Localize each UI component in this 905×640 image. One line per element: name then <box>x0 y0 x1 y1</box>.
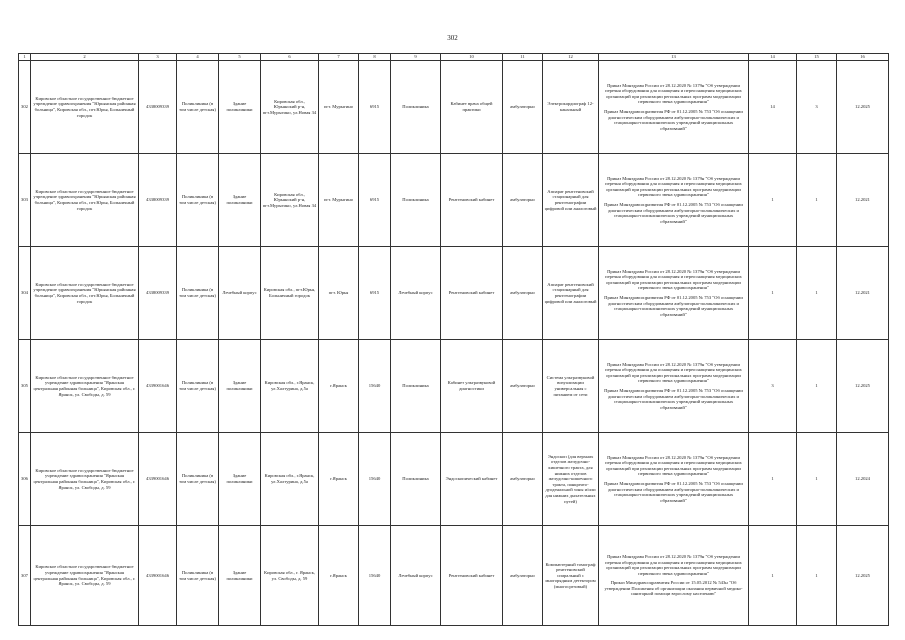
regulation-paragraph: Приказ Минздрава России от 28.12.2020 № 1379н "Об утверждении перечня оборудования для оснащения и переоснащения медицинских организаций при реализации региональных программ модернизации первичного звена здравоохранения" <box>605 553 742 576</box>
care-type-cell: Поликлиника (в том числе детская) <box>177 526 219 626</box>
building-cell: Лечебный корпус <box>219 247 261 340</box>
regulation-cell <box>599 526 749 626</box>
regulation-paragraph: Приказ Минздрава России от 28.12.2020 № 1379н "Об утверждении перечня оборудования для оснащения и переоснащения медицинских организаций при реализации региональных программ модернизации первичного звена здравоохранения" <box>605 361 742 384</box>
regulation-cell <box>599 247 749 340</box>
settlement-cell: пгт. Юрья <box>319 247 359 340</box>
department-cell: Поликлиника <box>391 433 441 526</box>
row-number: 307 <box>19 526 31 626</box>
regulation-cell <box>599 433 749 526</box>
address-cell: Кировская обл., Юрьянский р-н, пгт.Мурыгино, ул.Новая 34 <box>261 61 319 154</box>
quantity-cell: 1 <box>749 526 797 626</box>
care-type-cell: Поликлиника (в том числе детская) <box>177 433 219 526</box>
building-cell: Здание поликлиники <box>219 61 261 154</box>
regulation-cell <box>599 61 749 154</box>
address-cell: Кировская обл., г.Яранск, ул.Халтурина, д.5а <box>261 433 319 526</box>
count-cell: 3 <box>797 61 837 154</box>
address-cell: Кировская обл., г.Яранск, ул.Халтурина, д.5а <box>261 340 319 433</box>
equipment-table <box>18 53 889 626</box>
column-header: 2 <box>31 54 139 61</box>
mode-cell: амбулаторно <box>503 340 543 433</box>
mode-cell: амбулаторно <box>503 247 543 340</box>
regulation-paragraph: Приказ Минздравсоцразвития РФ от 01.12.2005 № 753 "Об оснащении диагностическим оборудованием амбулаторно-поликлинических и стационарно-поликлинических учреждений муниципальных образований" <box>604 388 743 410</box>
inn-cell: 4339001646 <box>139 433 177 526</box>
column-header: 1 <box>19 54 31 61</box>
regulation-paragraph: Приказ Минздравсоцразвития России от 15.05.2012 № 543н "Об утверждении Положения об организации оказания первичной медико-санитарной помощи взрослому населению" <box>604 580 743 597</box>
department-cell: Поликлиника <box>391 61 441 154</box>
quantity-cell: 3 <box>749 340 797 433</box>
equipment-cell: Система ультразвуковой визуализации универсальная с питанием от сети <box>543 340 599 433</box>
table-row <box>19 526 889 626</box>
department-cell: Поликлиника <box>391 154 441 247</box>
organization-cell: Кировское областное государственное бюджетное учреждение здравоохранения "Юрьянская районная больница", Кировская обл., пгт.Юрья, Больничный городок <box>31 61 139 154</box>
care-type-cell: Поликлиника (в том числе детская) <box>177 61 219 154</box>
date-cell: 12.2024 <box>837 433 889 526</box>
inn-cell: 4339001646 <box>139 340 177 433</box>
row-number: 302 <box>19 61 31 154</box>
equipment-cell: Электрокардиограф 12-канальный <box>543 61 599 154</box>
column-header: 15 <box>797 54 837 61</box>
address-cell: Кировская обл., г. Яранск, ул. Свободы, д. 59 <box>261 526 319 626</box>
equipment-cell: Аппарат рентгеновский стационарный для рентгенографии цифровой или аналоговый <box>543 154 599 247</box>
code-cell: 6915 <box>359 247 391 340</box>
date-cell: 12.2021 <box>837 154 889 247</box>
column-header: 6 <box>261 54 319 61</box>
column-header: 13 <box>599 54 749 61</box>
column-header: 16 <box>837 54 889 61</box>
equipment-cell: Компьютерный томограф рентгеновский спиральный с многорядным детектором (многосрезовый) <box>543 526 599 626</box>
regulation-paragraph: Приказ Минздравсоцразвития РФ от 01.12.2005 № 753 "Об оснащении диагностическим оборудованием амбулаторно-поликлинических и стационарно-поликлинических учреждений муниципальных образований" <box>604 109 743 131</box>
regulation-paragraph: Приказ Минздрава России от 28.12.2020 № 1379н "Об утверждении перечня оборудования для оснащения и переоснащения медицинских организаций при реализации региональных программ модернизации первичного звена здравоохранения" <box>605 454 742 477</box>
column-header: 7 <box>319 54 359 61</box>
mode-cell: амбулаторно <box>503 433 543 526</box>
date-cell: 12.2025 <box>837 526 889 626</box>
column-header: 9 <box>391 54 441 61</box>
code-cell: 6915 <box>359 154 391 247</box>
inn-cell: 4338009339 <box>139 154 177 247</box>
settlement-cell: г.Яранск <box>319 340 359 433</box>
page-number: 302 <box>447 34 458 42</box>
address-cell: Кировская обл., Юрьянский р-н, пгт.Мурыгино, ул.Новая 34 <box>261 154 319 247</box>
count-cell: 1 <box>797 340 837 433</box>
equipment-cell: Эндоскоп (для верхних отделов желудочно-кишечного тракта, для нижних отделов желудочно-кишечного тракта, панкреато-дуоденальной зоны и/или для нижних дыхательных путей) <box>543 433 599 526</box>
column-header: 5 <box>219 54 261 61</box>
regulation-cell <box>599 340 749 433</box>
organization-cell: Кировское областное государственное бюджетное учреждение здравоохранения "Юрьянская районная больница", Кировская обл., пгт.Юрья, Больничный городок <box>31 247 139 340</box>
quantity-cell: 1 <box>749 154 797 247</box>
department-cell: Лечебный корпус <box>391 526 441 626</box>
address-cell: Кировская обл., пгт.Юрья, Больничный городок <box>261 247 319 340</box>
row-number: 305 <box>19 340 31 433</box>
regulation-paragraph: Приказ Минздравсоцразвития РФ от 01.12.2005 № 753 "Об оснащении диагностическим оборудованием амбулаторно-поликлинических и стационарно-поликлинических учреждений муниципальных образований" <box>604 295 743 317</box>
column-header: 4 <box>177 54 219 61</box>
department-cell: Поликлиника <box>391 340 441 433</box>
cabinet-cell: Эндоскопический кабинет <box>441 433 503 526</box>
building-cell: Здание поликлиники <box>219 340 261 433</box>
care-type-cell: Поликлиника (в том числе детская) <box>177 154 219 247</box>
mode-cell: амбулаторно <box>503 154 543 247</box>
code-cell: 15640 <box>359 340 391 433</box>
count-cell: 1 <box>797 247 837 340</box>
header-row <box>19 54 889 61</box>
inn-cell: 4338009339 <box>139 247 177 340</box>
equipment-cell: Аппарат рентгеновский стационарный для рентгенографии цифровой или аналоговый <box>543 247 599 340</box>
regulation-paragraph: Приказ Минздравсоцразвития РФ от 01.12.2005 № 753 "Об оснащении диагностическим оборудованием амбулаторно-поликлинических и стационарно-поликлинических учреждений муниципальных образований" <box>604 481 743 503</box>
settlement-cell: пгт. Мурыгино <box>319 61 359 154</box>
regulation-paragraph: Приказ Минздравсоцразвития РФ от 01.12.2005 № 753 "Об оснащении диагностическим оборудованием амбулаторно-поликлинических и стационарно-поликлинических учреждений муниципальных образований" <box>604 202 743 224</box>
table-row <box>19 154 889 247</box>
organization-cell: Кировское областное государственное бюджетное учреждение здравоохранения "Яранская центральная районная больница", Кировская обл., г. Яранск, ул. Свободы, д. 59 <box>31 433 139 526</box>
column-header: 12 <box>543 54 599 61</box>
table-row <box>19 340 889 433</box>
code-cell: 15640 <box>359 526 391 626</box>
date-cell: 12.2021 <box>837 247 889 340</box>
quantity-cell: 1 <box>749 433 797 526</box>
row-number: 304 <box>19 247 31 340</box>
count-cell: 1 <box>797 433 837 526</box>
settlement-cell: г.Яранск <box>319 526 359 626</box>
count-cell: 1 <box>797 154 837 247</box>
row-number: 306 <box>19 433 31 526</box>
mode-cell: амбулаторно <box>503 526 543 626</box>
row-number: 303 <box>19 154 31 247</box>
building-cell: Здание поликлиники <box>219 154 261 247</box>
code-cell: 6915 <box>359 61 391 154</box>
cabinet-cell: Рентгеновский кабинет <box>441 247 503 340</box>
care-type-cell: Поликлиника (в том числе детская) <box>177 247 219 340</box>
inn-cell: 4338009339 <box>139 61 177 154</box>
column-header: 11 <box>503 54 543 61</box>
quantity-cell: 1 <box>749 247 797 340</box>
settlement-cell: г.Яранск <box>319 433 359 526</box>
settlement-cell: пгт. Мурыгино <box>319 154 359 247</box>
regulation-paragraph: Приказ Минздрава России от 28.12.2020 № 1379н "Об утверждении перечня оборудования для оснащения и переоснащения медицинских организаций при реализации региональных программ модернизации первичного звена здравоохранения" <box>605 268 742 291</box>
building-cell: Здание поликлиники <box>219 526 261 626</box>
column-header: 14 <box>749 54 797 61</box>
code-cell: 15640 <box>359 433 391 526</box>
inn-cell: 4339001646 <box>139 526 177 626</box>
department-cell: Лечебный корпус <box>391 247 441 340</box>
column-header: 10 <box>441 54 503 61</box>
mode-cell: амбулаторно <box>503 61 543 154</box>
table-row <box>19 433 889 526</box>
count-cell: 1 <box>797 526 837 626</box>
regulation-paragraph: Приказ Минздрава России от 28.12.2020 № 1379н "Об утверждении перечня оборудования для оснащения и переоснащения медицинских организаций при реализации региональных программ модернизации первичного звена здравоохранения" <box>605 82 742 105</box>
cabinet-cell: Рентгеновский кабинет <box>441 154 503 247</box>
column-header: 3 <box>139 54 177 61</box>
cabinet-cell: Кабинет ультразвуковой диагностики <box>441 340 503 433</box>
cabinet-cell: Рентгеновский кабинет <box>441 526 503 626</box>
date-cell: 12.2025 <box>837 340 889 433</box>
regulation-paragraph: Приказ Минздрава России от 28.12.2020 № 1379н "Об утверждении перечня оборудования для оснащения и переоснащения медицинских организаций при реализации региональных программ модернизации первичного звена здравоохранения" <box>605 175 742 198</box>
organization-cell: Кировское областное государственное бюджетное учреждение здравоохранения "Яранская центральная районная больница", Кировская обл., г. Яранск, ул. Свободы, д. 59 <box>31 526 139 626</box>
organization-cell: Кировское областное государственное бюджетное учреждение здравоохранения "Юрьянская районная больница", Кировская обл., пгт.Юрья, Больничный городок <box>31 154 139 247</box>
date-cell: 12.2025 <box>837 61 889 154</box>
care-type-cell: Поликлиника (в том числе детская) <box>177 340 219 433</box>
quantity-cell: 14 <box>749 61 797 154</box>
cabinet-cell: Кабинет врача общей практики <box>441 61 503 154</box>
organization-cell: Кировское областное государственное бюджетное учреждение здравоохранения "Яранская центральная районная больница", Кировская обл., г. Яранск, ул. Свободы, д. 59 <box>31 340 139 433</box>
column-header: 8 <box>359 54 391 61</box>
table-row <box>19 247 889 340</box>
regulation-cell <box>599 154 749 247</box>
table-row <box>19 61 889 154</box>
building-cell: Здание поликлиники <box>219 433 261 526</box>
